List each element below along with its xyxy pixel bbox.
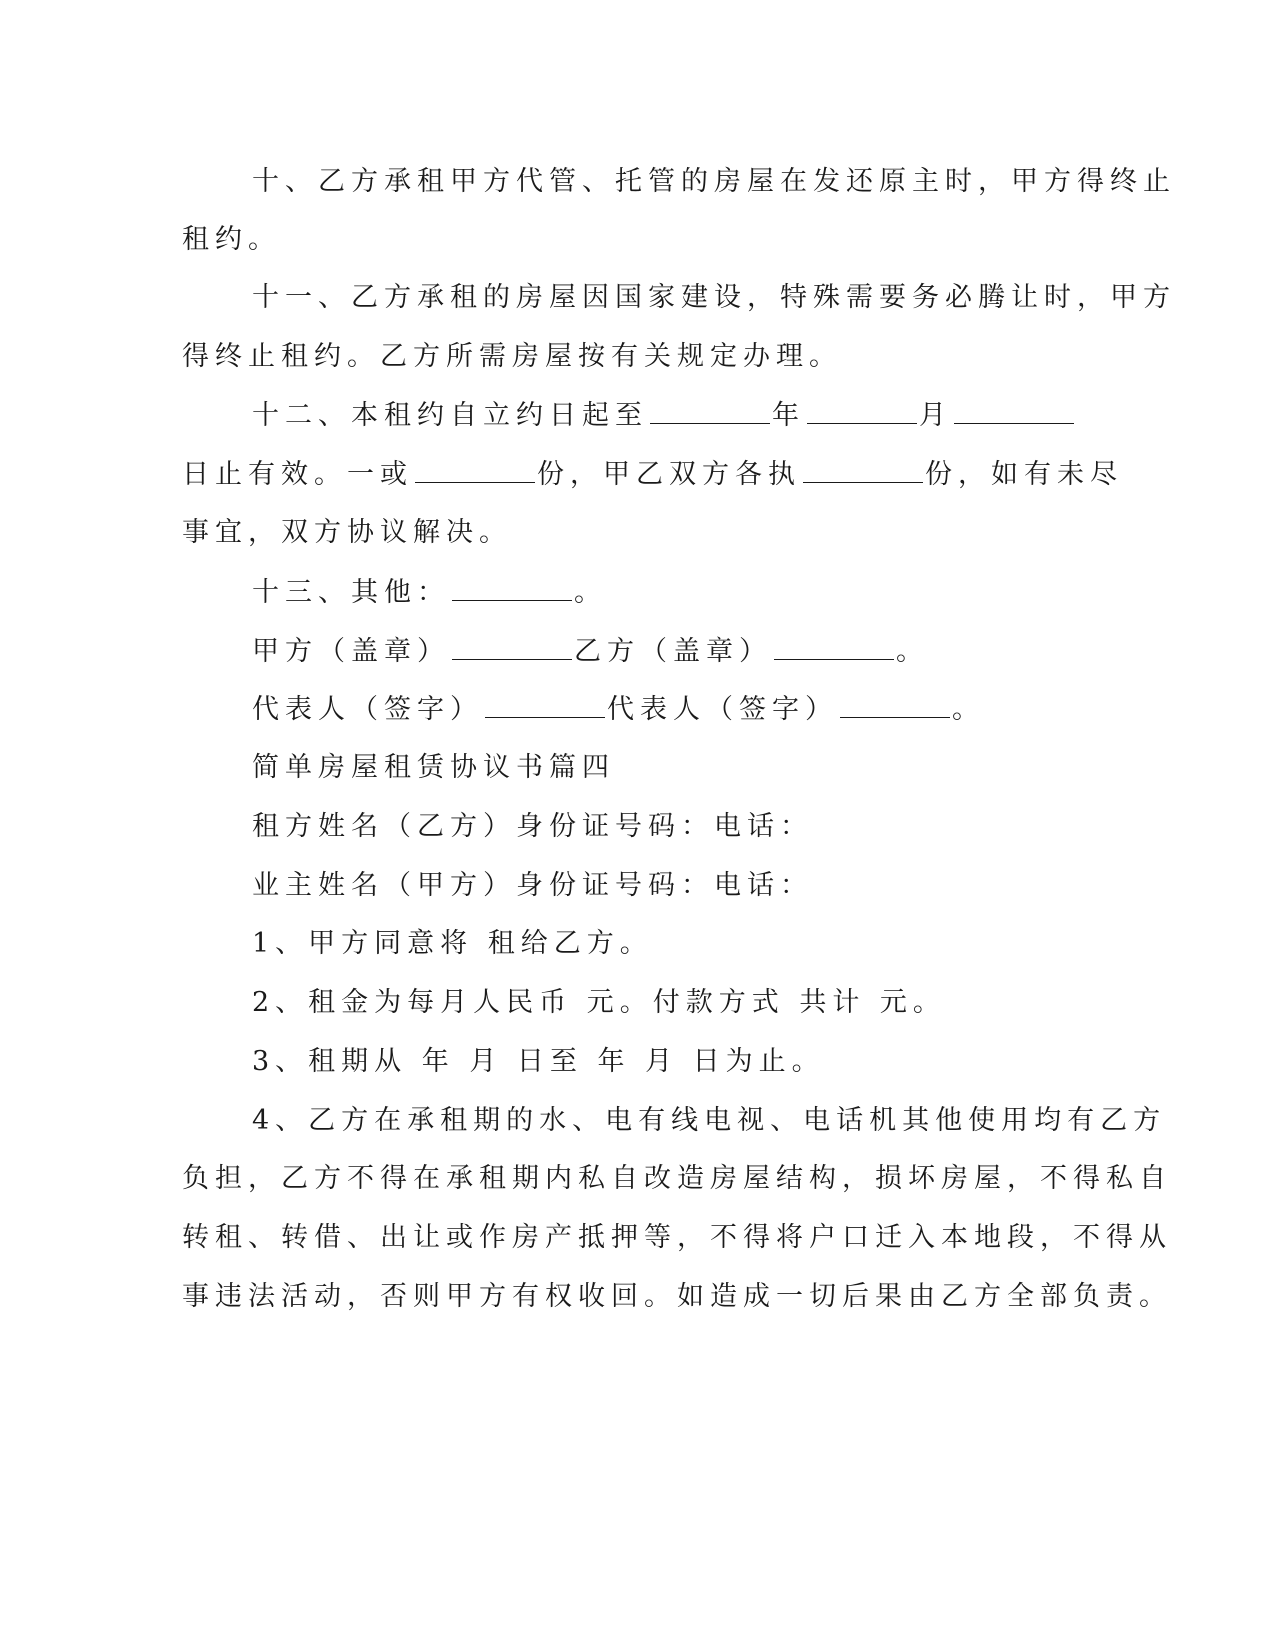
clause-10-line-2: 租约。: [182, 224, 281, 255]
clause-13-text-b: 。: [574, 577, 607, 608]
clause-11-line-2: 得终止租约。乙方所需房屋按有关规定办理。: [182, 341, 842, 372]
blank-field-party-b-seal: [774, 633, 894, 660]
rep-b-sign-label: 代表人（签字）: [607, 694, 838, 725]
party-b-seal-label: 乙方（盖章）: [574, 636, 772, 667]
clause-12-text-e: 份，甲乙双方各执: [537, 459, 801, 490]
clause-12-line-1: [252, 397, 1076, 434]
clause-12-line-3: 事宜，双方协议解决。: [182, 517, 512, 548]
item-4-line-3: 转租、转借、出让或作房产抵押等，不得将户口迁入本地段，不得从: [182, 1222, 1172, 1253]
blank-field-year: [650, 397, 770, 424]
clause-12-text-d: 日止有效。一或: [182, 459, 413, 490]
clause-12-text-b: 年: [772, 400, 805, 431]
blank-field-rep-a-sign: [485, 691, 605, 718]
blank-field-copies: [415, 456, 535, 483]
item-4-line-4: 事违法活动，否则甲方有权收回。如造成一切后果由乙方全部负责。: [182, 1281, 1172, 1312]
blank-field-copies-each: [803, 456, 923, 483]
item-4-line-1: 4、乙方在承租期的水、电有线电视、电话机其他使用均有乙方: [252, 1105, 1167, 1136]
blank-field-day: [954, 397, 1074, 424]
clause-10-line-1: 十、乙方承租甲方代管、托管的房屋在发还原主时，甲方得终止: [252, 166, 1176, 197]
item-4-line-2: 负担，乙方不得在承租期内私自改造房屋结构，损坏房屋，不得私自: [182, 1163, 1172, 1194]
tenant-info-line: 租方姓名（乙方）身份证号码：电话：: [252, 811, 813, 842]
seal-line-end: 。: [896, 636, 929, 667]
clause-11-line-1: 十一、乙方承租的房屋因国家建设，特殊需要务必腾让时，甲方: [252, 282, 1176, 313]
clause-12-text-f: 份，如有未尽: [925, 459, 1123, 490]
signature-seal-line: [252, 633, 929, 670]
blank-field-other: [452, 574, 572, 601]
clause-12-line-2: [182, 456, 1123, 493]
item-2: 2、租金为每月人民币 元。付款方式 共计 元。: [252, 987, 946, 1018]
blank-field-rep-b-sign: [840, 691, 950, 718]
item-3: 3、租期从 年 月 日至 年 月 日为止。: [252, 1046, 825, 1077]
item-1: 1、甲方同意将 租给乙方。: [252, 928, 653, 959]
section-title: 简单房屋租赁协议书篇四: [252, 752, 615, 783]
rep-a-sign-label: 代表人（签字）: [252, 694, 483, 725]
clause-13-text-a: 十三、其他：: [252, 577, 450, 608]
signature-sign-line: [252, 691, 985, 728]
blank-field-party-a-seal: [452, 633, 572, 660]
clause-13-line: [252, 574, 607, 611]
party-a-seal-label: 甲方（盖章）: [252, 636, 450, 667]
blank-field-month: [807, 397, 917, 424]
sign-line-end: 。: [952, 694, 985, 725]
owner-info-line: 业主姓名（甲方）身份证号码：电话：: [252, 870, 813, 901]
clause-12-text-c: 月: [919, 400, 952, 431]
clause-12-text-a: 十二、本租约自立约日起至: [252, 400, 648, 431]
